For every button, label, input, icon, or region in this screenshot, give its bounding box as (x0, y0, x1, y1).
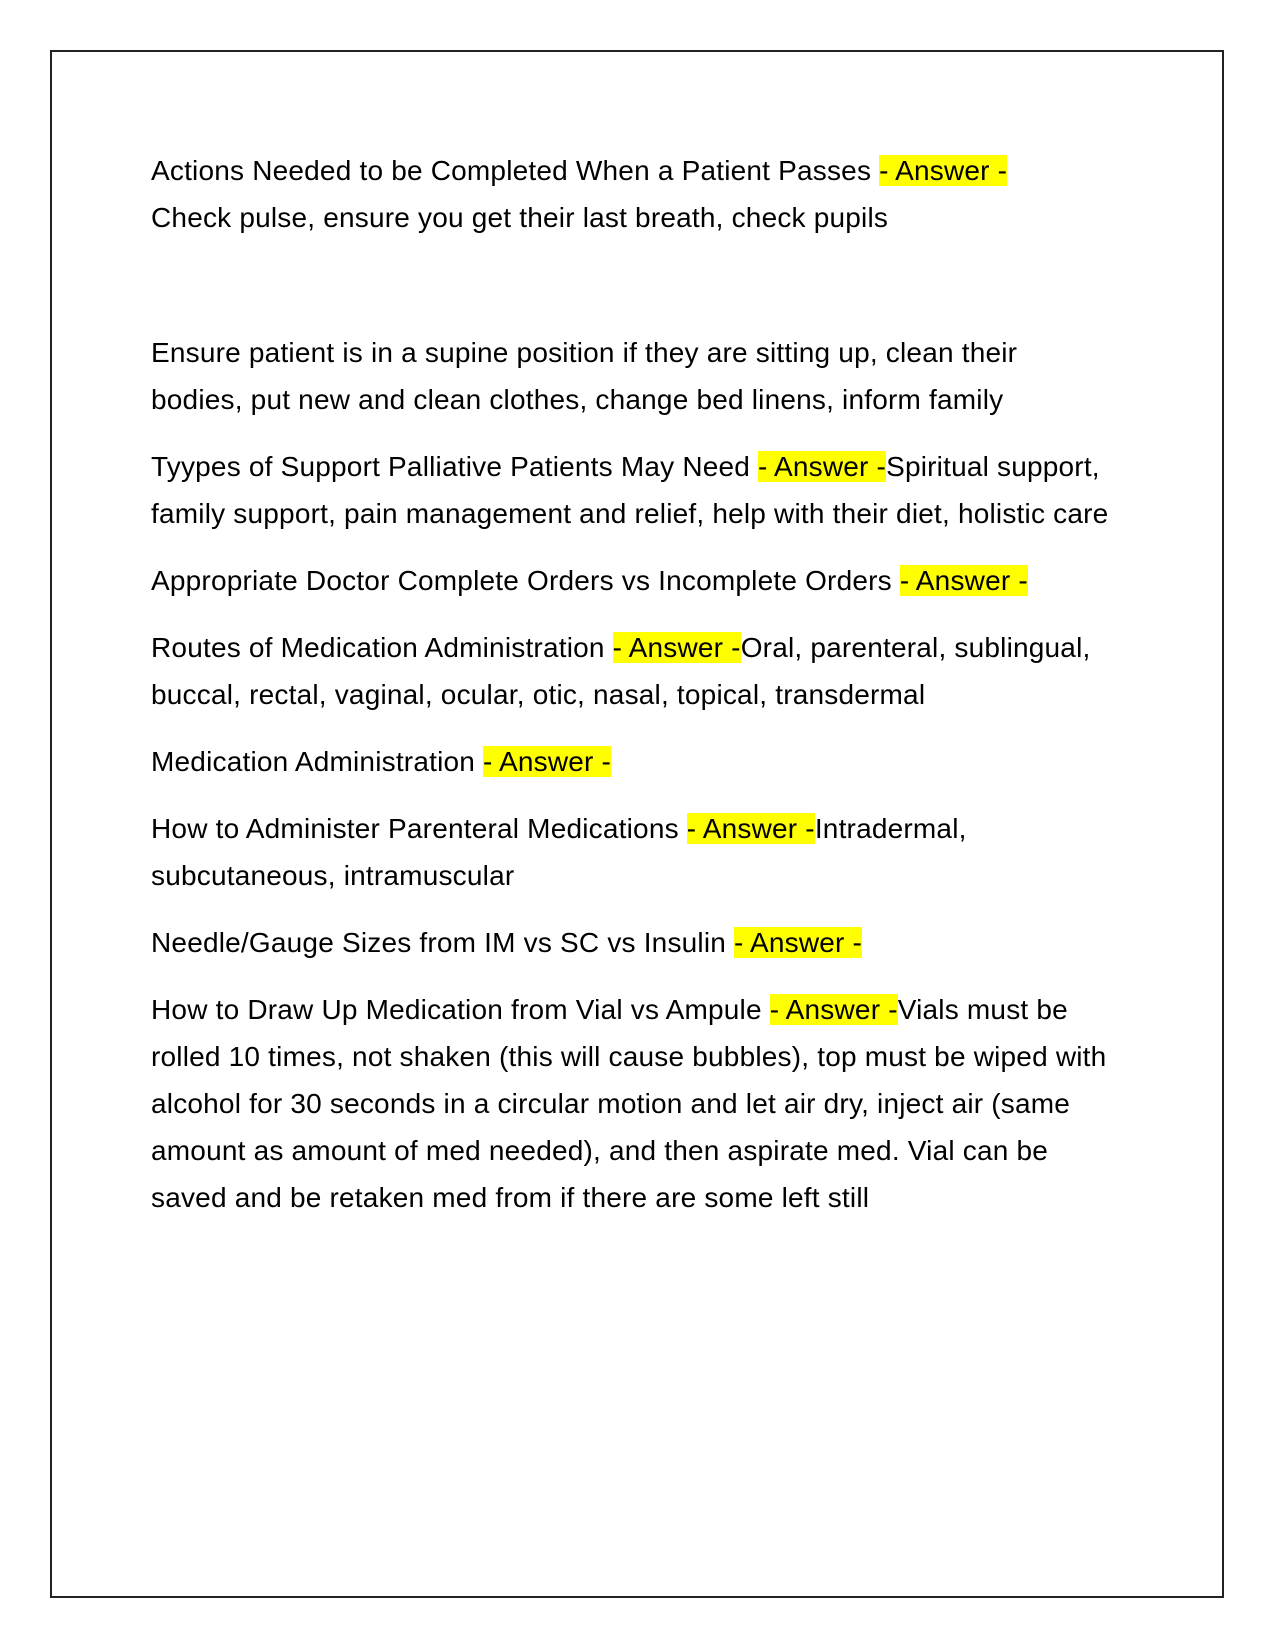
answer-marker: - Answer - (769, 994, 898, 1025)
answer-marker: - Answer - (686, 813, 815, 844)
answer-marker: - Answer - (734, 927, 863, 958)
question-text: Appropriate Doctor Complete Orders vs Incomplete Orders (151, 565, 892, 596)
question-text: How to Draw Up Medication from Vial vs Ampule (151, 994, 762, 1025)
question-text: Routes of Medication Administration (151, 632, 605, 663)
question-text: How to Administer Parenteral Medications (151, 813, 679, 844)
answer-text: Intradermal, subcutaneous, intramuscular (151, 813, 967, 891)
answer-marker: - Answer - (483, 746, 612, 777)
question-text: Needle/Gauge Sizes from IM vs SC vs Insulin (151, 927, 727, 958)
answer-marker: - Answer - (879, 155, 1008, 186)
question-text: Actions Needed to be Completed When a Patient Passes (151, 155, 872, 186)
qa-entry (151, 738, 1111, 785)
answer-text: Ensure patient is in a supine position if they are sitting up, clean their bodies, put new and clean clothes, change bed linens, inform family (151, 337, 1018, 415)
answer-marker: - Answer - (899, 565, 1028, 596)
qa-entry (151, 805, 1111, 899)
document-body (151, 147, 1111, 1241)
answer-text: Oral, parenteral, sublingual, buccal, rectal, vaginal, ocular, otic, nasal, topical, transdermal (151, 632, 1091, 710)
qa-entry (151, 557, 1111, 604)
answer-text: Check pulse, ensure you get their last breath, check pupils (151, 202, 889, 233)
answer-marker: - Answer - (758, 451, 887, 482)
answer-marker: - Answer - (612, 632, 741, 663)
qa-entry (151, 147, 1111, 241)
answer-text: Vials must be rolled 10 times, not shaken (this will cause bubbles), top must be wiped with alcohol for 30 seconds in a circular motion and let air dry, inject air (same amount as amount of med needed), and then aspirate med. Vial can be saved and be retaken med from if there are some left still (151, 994, 1107, 1213)
question-text: Medication Administration (151, 746, 476, 777)
qa-entry (151, 986, 1111, 1221)
qa-entry (151, 919, 1111, 966)
qa-entry (151, 624, 1111, 718)
question-text: Tyypes of Support Palliative Patients May Need (151, 451, 751, 482)
answer-continuation (151, 329, 1111, 423)
qa-entry (151, 443, 1111, 537)
answer-text: Spiritual support, family support, pain management and relief, help with their diet, holistic care (151, 451, 1109, 529)
